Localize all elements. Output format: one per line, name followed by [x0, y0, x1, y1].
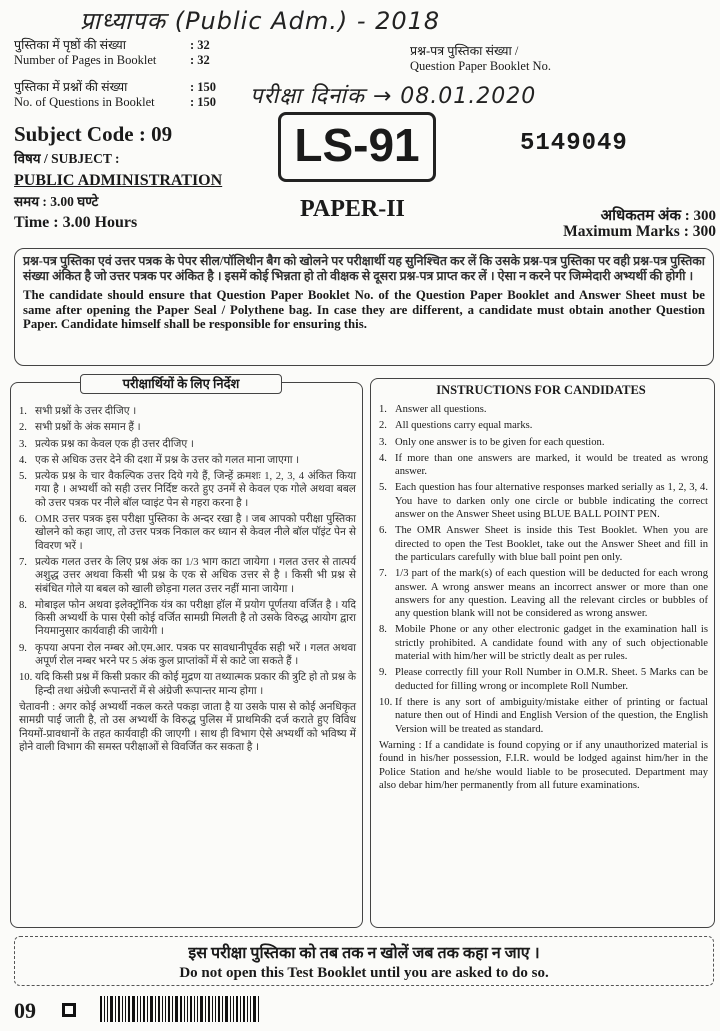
hindi-item-text: एक से अधिक उत्तर देने की दशा में प्रश्न के उत्तर को गलत माना जाएगा । [35, 454, 300, 466]
barcode-bar [128, 996, 130, 1022]
english-instructions-panel [370, 378, 715, 928]
barcode-bar [243, 996, 245, 1022]
english-item-text: The OMR Answer Sheet is inside this Test Booklet. When you are directed to open the Test Booklet, take out the Answer Sheet and fill in the particulars carefully with blue ball point pen only. [395, 525, 708, 563]
hindi-item [19, 671, 356, 698]
hindi-item-number: 3. [19, 438, 27, 450]
english-item-text: Each question has four alternative responses marked serially as 1, 2, 3, 4. You have to darken only one circle or bubble indicating the correct answer on the Answer Sheet using BLUE BALL POINT PEN. [395, 482, 708, 521]
hindi-item-number: 1. [19, 406, 27, 417]
pages-value: : 32 [190, 38, 210, 52]
footer-code: 09 [14, 998, 36, 1023]
barcode-bar [175, 996, 178, 1022]
barcode-bar [118, 996, 120, 1022]
questions-value: : 150 [190, 80, 217, 94]
booklet-notice [14, 248, 714, 366]
barcode-bar [208, 996, 210, 1022]
do-not-open-hindi: इस परीक्षा पुस्तिका को तब तक न खोलें जब तक कहा न जाए । [188, 945, 540, 962]
barcode-bar [155, 996, 156, 1022]
barcode-bar [165, 996, 166, 1022]
handwritten-exam-date: परीक्षा दिनांक → 08.01.2020 [250, 84, 537, 109]
english-item-text: Please correctly fill your Roll Number in O.M.R. Sheet. 5 Marks can be deducted for filling wrong or incomplete Roll Number. [395, 667, 708, 692]
barcode-bar [258, 996, 259, 1022]
hindi-item-text: सभी प्रश्नों के उत्तर दीजिए । [35, 406, 137, 417]
english-item-text: Only one answer is to be given for each question. [395, 436, 605, 448]
barcode-bar [104, 996, 105, 1022]
time-hindi: समय : 3.00 घण्टे [14, 194, 99, 209]
hindi-item [19, 513, 356, 553]
barcode-bar [233, 996, 234, 1022]
english-item-number: 10. [379, 696, 393, 708]
barcode-bar [132, 996, 135, 1022]
hindi-item-text: प्रत्येक प्रश्न का केवल एक ही उत्तर दीजिए । [35, 438, 194, 450]
barcode-bar [218, 996, 220, 1022]
hindi-item [19, 405, 356, 418]
english-item-number: 8. [379, 624, 387, 636]
questions-label-hindi: पुस्तिका में प्रश्नों की संख्या [14, 80, 128, 94]
max-marks-english: Maximum Marks : 300 [563, 223, 716, 240]
handwritten-title: प्राध्यापक (Public Adm.) - 2018 [80, 7, 441, 35]
english-item-text: Answer all questions. [395, 404, 487, 415]
hindi-item-number: 4. [19, 454, 27, 466]
hindi-item [19, 438, 356, 451]
pages-value-en: : 32 [190, 53, 210, 67]
english-instructions-list [379, 403, 708, 736]
hindi-item-number: 8. [19, 599, 27, 611]
paper-label: PAPER-II [300, 196, 405, 222]
questions-label-english: No. of Questions in Booklet [14, 95, 155, 109]
barcode-bar [180, 996, 182, 1022]
english-item-number: 1. [379, 404, 387, 415]
barcode-bar [140, 996, 141, 1022]
english-warning: Warning : If a candidate is found copying or if any unauthorized material is found in his/her possession, F.I.R. would be lodged against him/her in the Police Station and he/she would liable to be prosecuted. Department may also debar him/her permanently from all future examinations. [379, 739, 708, 792]
barcode-bar [215, 996, 216, 1022]
english-item-text: All questions carry equal marks. [395, 420, 533, 432]
barcode-bar [150, 996, 153, 1022]
subject-label: विषय / SUBJECT : [14, 151, 120, 166]
hindi-item [19, 454, 356, 467]
barcode-bar [240, 996, 241, 1022]
hindi-item-text: यदि किसी प्रश्न में किसी प्रकार की कोई मुद्रण या तथ्यात्मक प्रकार की त्रुटि हो तो प्रश्न के हिन्दी तथा अंग्रेजी रूपान्तरों में से अंग्रेजी रूपान्तर मान्य होगा । [35, 672, 356, 697]
hindi-item-text: मोबाइल फोन अथवा इलेक्ट्रॉनिक यंत्र का परीक्षा हॉल में प्रयोग पूर्णतया वर्जित है । यदि किसी अभ्यर्थी के पास ऐसी कोई वर्जित सामग्री मिलती है तो उसके विरुद्ध आयोग द्वारा नियमानुसार कार्यवाही की जायेगी । [35, 599, 356, 638]
english-item [379, 481, 708, 521]
pages-label-english: Number of Pages in Booklet [14, 53, 157, 67]
barcode-bar [110, 996, 113, 1022]
barcode [100, 996, 261, 1022]
barcode-bar [212, 996, 213, 1022]
english-item-text: If more than one answers are marked, it would be treated as wrong answer. [395, 452, 708, 478]
barcode-bar [187, 996, 188, 1022]
english-item-text: If there is any sort of ambiguity/mistake either of printing or factual nature then out of Hindi and English Version of the question, the English Version will be treated as standard. [395, 696, 708, 735]
english-item-text: 1/3 part of the mark(s) of each question will be deducted for each wrong answer. A wrong answer means an incorrect answer or more than one answers for any question. Leaving all the relevant circles or bubbles of any question blank will not be considered as wrong answer. [395, 568, 708, 620]
do-not-open-english: Do not open this Test Booklet until you are asked to do so. [179, 965, 549, 981]
barcode-bar [205, 996, 206, 1022]
hindi-item [19, 599, 356, 639]
subject-name: PUBLIC ADMINISTRATION [14, 172, 223, 189]
hindi-item-number: 7. [19, 556, 27, 568]
english-item-number: 5. [379, 482, 387, 494]
hindi-item-number: 6. [19, 514, 27, 526]
english-item [379, 696, 708, 736]
qpb-label-hindi: प्रश्न-पत्र पुस्तिका संख्या / [410, 44, 519, 58]
qpb-label-english: Question Paper Booklet No. [410, 59, 551, 73]
english-item-number: 4. [379, 452, 387, 464]
pages-label-hindi: पुस्तिका में पृष्ठों की संख्या [14, 38, 126, 52]
hindi-item-text: OMR उत्तर पत्रक इस परीक्षा पुस्तिका के अन्दर रखा है । जब आपको परीक्षा पुस्तिका खोलने को कहा जाए, तो उत्तर पत्रक निकाल कर ध्यान से केवल नीले बॉल पॉइंट पेन से विवरण भरें । [35, 514, 356, 552]
hindi-item-text: कृपया अपना रोल नम्बर ओ.एम.आर. पत्रक पर सावधानीपूर्वक सही भरें । गलत अथवा अपूर्ण रोल नम्बर भरने पर 5 अंक कुल प्राप्तांकों में से काटे जा सकते हैं । [35, 642, 356, 668]
barcode-bar [125, 996, 126, 1022]
notice-hindi: प्रश्न-पत्र पुस्तिका एवं उत्तर पत्रक के पेपर सील/पॉलिथीन बैग को खोलने पर परीक्षार्थी यह सुनिश्चित कर लें कि उसके प्रश्न-पत्र पुस्तिका पर वही प्रश्न-पत्र पुस्तिका संख्या अंकित है जो उत्तर पत्रक पर अंकित है । इसमें कोई भिन्नता हो तो वीक्षक से दूसरा प्रश्न-पत्र प्राप्त कर लें । ऐसा न करने पर जिम्मेदारी अभ्यर्थी की होगी । [23, 254, 705, 283]
hindi-item-number: 2. [19, 422, 27, 434]
english-item-number: 3. [379, 436, 387, 448]
hindi-instructions-panel [10, 382, 363, 928]
barcode-bar [197, 996, 198, 1022]
hindi-item-text: प्रत्येक गलत उत्तर के लिए प्रश्न अंक का 1/3 भाग काटा जायेगा । गलत उत्तर से तात्पर्य अशुद्ध उत्तर अथवा किसी भी प्रश्न के एक से अधिक उत्तर से है । किसी भी प्रश्न से संबंधित गोले या बबल को खाली छोड़ना गलत उत्तर नहीं माना जायेगा । [35, 556, 356, 595]
hindi-item-number: 5. [19, 471, 27, 483]
barcode-bar [194, 996, 195, 1022]
english-item-text: Mobile Phone or any other electronic gadget in the examination hall is strictly prohibited. A candidate found with any of such objectionable material with him/her will be strictly dealt as per rules. [395, 624, 708, 663]
subject-code: Subject Code : 09 [14, 122, 173, 146]
hindi-item [19, 470, 356, 510]
barcode-bar [158, 996, 160, 1022]
barcode-bar [250, 996, 251, 1022]
hindi-warning: चेतावनी : अगर कोई अभ्यर्थी नकल करते पकड़ा जाता है या उसके पास से कोई अनधिकृत सामग्री पाई जाती है, तो उस अभ्यर्थी के विरुद्ध पुलिस में प्राथमिकी दर्ज कराते हुए विविध नियमों-प्रावधानों के तहत कार्यवाही की जाएगी । साथ ही विभाग ऐसे अभ्यर्थी को भविष्य में होने वाली विभाग की समस्त परीक्षाओं से विवर्जित कर सकता है । [19, 701, 356, 754]
booklet-number: 5149049 [520, 130, 628, 157]
hindi-item-number: 10. [19, 672, 33, 684]
barcode-bar [222, 996, 223, 1022]
hindi-instructions-title: परीक्षार्थियों के लिए निर्देश [80, 374, 282, 394]
barcode-bar [143, 996, 145, 1022]
do-not-open-box [14, 936, 714, 986]
hindi-item [19, 642, 356, 669]
barcode-bar [200, 996, 203, 1022]
barcode-bar [225, 996, 228, 1022]
barcode-bar [147, 996, 148, 1022]
hindi-item-text: प्रत्येक प्रश्न के चार वैकल्पिक उत्तर दिये गये हैं, जिन्हें क्रमशः 1, 2, 3, 4 अंकित किया गया है । अभ्यर्थी को सही उत्तर निर्दिष्ट करते हुए उनमें से केवल एक गोले अथवा बबल को उत्तर पत्रक पर नीले बॉल प्वाइंट पेन से गहरा करना है । [35, 471, 356, 509]
barcode-bar [122, 996, 123, 1022]
barcode-bar [137, 996, 138, 1022]
english-item-number: 2. [379, 420, 387, 432]
booklet-code-box [278, 112, 436, 182]
barcode-bar [184, 996, 185, 1022]
barcode-bar [253, 996, 256, 1022]
english-item [379, 623, 708, 663]
barcode-bar [168, 996, 170, 1022]
questions-value-en: : 150 [190, 95, 217, 109]
barcode-bar [236, 996, 238, 1022]
barcode-bar [230, 996, 231, 1022]
barcode-bar [100, 996, 102, 1022]
english-item [379, 666, 708, 693]
notice-english: The candidate should ensure that Question Paper Booklet No. of the Question Paper Booklet and Answer Sheet must be same after opening the Paper Seal / Polythene bag. In case they are different, a candidate must obtain another Question Paper. Candidate himself shall be responsible for ensuring this. [23, 288, 705, 331]
hindi-item [19, 556, 356, 596]
english-item-number: 9. [379, 667, 387, 679]
barcode-bar [190, 996, 192, 1022]
time-english: Time : 3.00 Hours [14, 214, 138, 231]
english-item [379, 419, 708, 432]
booklet-code: LS-91 [294, 119, 420, 171]
english-item-number: 7. [379, 568, 387, 580]
hindi-instructions-list [19, 405, 356, 698]
barcode-bar [172, 996, 173, 1022]
english-instructions-title: INSTRUCTIONS FOR CANDIDATES [421, 381, 661, 399]
english-item [379, 567, 708, 620]
english-item [379, 452, 708, 479]
english-item [379, 436, 708, 449]
hindi-item-text: सभी प्रश्नों के अंक समान हैं । [35, 422, 141, 434]
english-item [379, 403, 708, 416]
barcode-bar [107, 996, 108, 1022]
max-marks-hindi: अधिकतम अंक : 300 [600, 208, 716, 224]
english-item [379, 524, 708, 564]
barcode-bar [115, 996, 116, 1022]
checkbox-square-icon [62, 1003, 76, 1017]
hindi-item-number: 9. [19, 642, 27, 654]
hindi-item [19, 421, 356, 434]
barcode-bar [247, 996, 248, 1022]
barcode-bar [162, 996, 163, 1022]
english-item-number: 6. [379, 525, 387, 537]
